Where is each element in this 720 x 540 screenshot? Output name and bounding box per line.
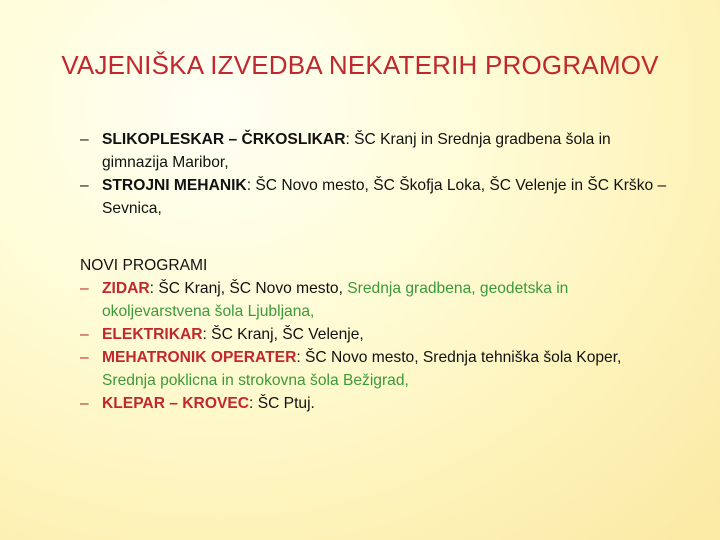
list-item-zidar [80,277,670,323]
label-separator: : [345,131,355,148]
list-item-mehatronik [80,346,670,392]
spacer [80,220,670,254]
bullet-dash-icon: – [80,131,89,148]
program-label: ZIDAR [102,280,150,297]
section-heading: NOVI PROGRAMI [80,257,208,274]
bullet-dash-icon: – [80,349,89,366]
program-schools-new: Srednja gradbena, geodetska in okoljevarstvena šola Ljubljana, [102,280,569,320]
program-schools: ŠC Novo mesto, ŠC Škofja Loka, ŠC Velenje in ŠC Krško – Sevnica, [102,177,667,217]
program-schools: ŠC Kranj, ŠC Novo mesto, [158,280,348,297]
list-item-klepar [80,392,670,415]
program-label: MEHATRONIK OPERATER [102,349,297,366]
label-separator: : [202,326,212,343]
program-schools: ŠC Kranj, ŠC Velenje, [211,326,364,343]
program-schools: ŠC Ptuj. [257,395,315,412]
program-label: ELEKTRIKAR [102,326,203,343]
list-item-slikopleskar [80,128,670,174]
label-separator: : [246,177,256,194]
bullet-dash-icon: – [80,177,89,194]
program-schools: ŠC Kranj in Srednja gradbena šola in gimnazija Maribor, [102,131,611,171]
slide-content [80,128,670,415]
bullet-dash-icon: – [80,395,89,412]
program-schools-new: Srednja poklicna in strokovna šola Bežigrad, [102,372,409,389]
program-schools: ŠC Novo mesto, Srednja tehniška šola Koper, [305,349,622,366]
list-item-elektrikar [80,323,670,346]
program-label: STROJNI MEHANIK [102,177,247,194]
label-separator: : [149,280,159,297]
list-item-strojni-mehanik [80,174,670,220]
label-separator: : [249,395,258,412]
program-label: SLIKOPLESKAR – ČRKOSLIKAR [102,131,346,148]
bullet-dash-icon: – [80,280,89,297]
bullet-dash-icon: – [80,326,89,343]
slide-title: VAJENIŠKA IZVEDBA NEKATERIH PROGRAMOV [61,50,659,80]
program-label: KLEPAR – KROVEC [102,395,250,412]
label-separator: : [296,349,306,366]
